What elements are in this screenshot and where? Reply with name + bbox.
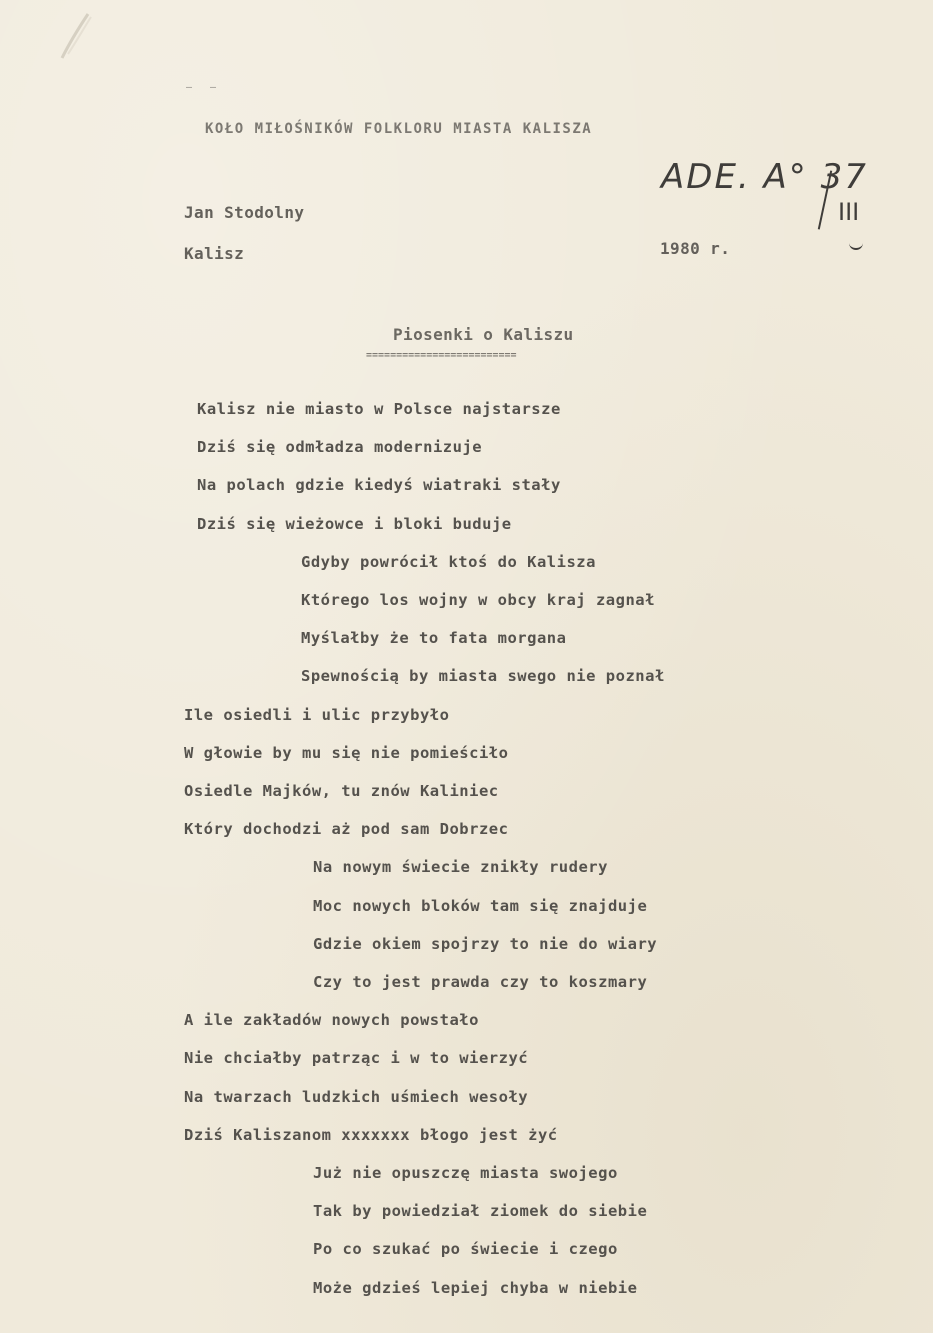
poem-line: Na nowym świecie znikły rudery (313, 858, 608, 877)
poem-line: A ile zakładów nowych powstało (184, 1011, 479, 1030)
handwritten-roman-numeral: III (838, 198, 860, 226)
poem-line: Może gdzieś lepiej chyba w niebie (313, 1278, 638, 1297)
poem-line: Po co szukać po świecie i czego (313, 1240, 618, 1259)
poem-line: Już nie opuszczę miasta swojego (313, 1164, 618, 1182)
poem-line: Czy to jest prawda czy to koszmary (313, 973, 648, 991)
poem-line: Myślałby że to fata morgana (301, 629, 567, 648)
pencil-mark (58, 12, 98, 62)
poem-line: Którego los wojny w obcy kraj zagnał (301, 591, 655, 609)
author-name: Jan Stodolny (184, 203, 305, 222)
poem-line: Nie chciałby patrząc i w to wierzyć (184, 1049, 529, 1068)
poem-line: Gdzie okiem spojrzy to nie do wiary (313, 934, 658, 953)
poem-line: Dziś się wieżowce i bloki buduje (197, 514, 512, 533)
poem-line: Gdyby powrócił ktoś do Kalisza (301, 552, 596, 571)
poem-line: Dziś się odmładza modernizuje (197, 438, 483, 457)
poem-line: Na twarzach ludzkich uśmiech wesoły (184, 1087, 529, 1106)
poem-line: Osiedle Majków, tu znów Kaliniec (184, 782, 499, 800)
poem-line: W głowie by mu się nie pomieściło (184, 743, 509, 762)
place-name: Kalisz (184, 244, 245, 263)
document-year: 1980 r. (660, 239, 731, 258)
poem-line: Moc nowych bloków tam się znajduje (313, 896, 648, 915)
title-underline: ========================= (366, 350, 517, 361)
poem-line: Tak by powiedział ziomek do siebie (313, 1202, 648, 1221)
poem-line: Na polach gdzie kiedyś wiatraki stały (197, 476, 561, 495)
handwritten-curve (849, 242, 863, 250)
poem-line: Spewnością by miasta swego nie poznał (301, 667, 665, 686)
organization-header: KOŁO MIŁOŚNIKÓW FOLKLORU MIASTA KALISZA (205, 121, 593, 137)
poem-line: Dziś Kaliszanom xxxxxxx błogo jest żyć (184, 1125, 558, 1144)
poem-line: Który dochodzi aż pod sam Dobrzec (184, 820, 509, 839)
faint-dash-marks: ‒ ‒ (186, 82, 223, 93)
handwritten-archive-number: ADE. A° 37 (661, 157, 868, 197)
poem-title: Piosenki o Kaliszu (393, 325, 574, 344)
poem-line: Kalisz nie miasto w Polsce najstarsze (197, 400, 561, 418)
poem-line: Ile osiedli i ulic przybyło (184, 705, 450, 724)
